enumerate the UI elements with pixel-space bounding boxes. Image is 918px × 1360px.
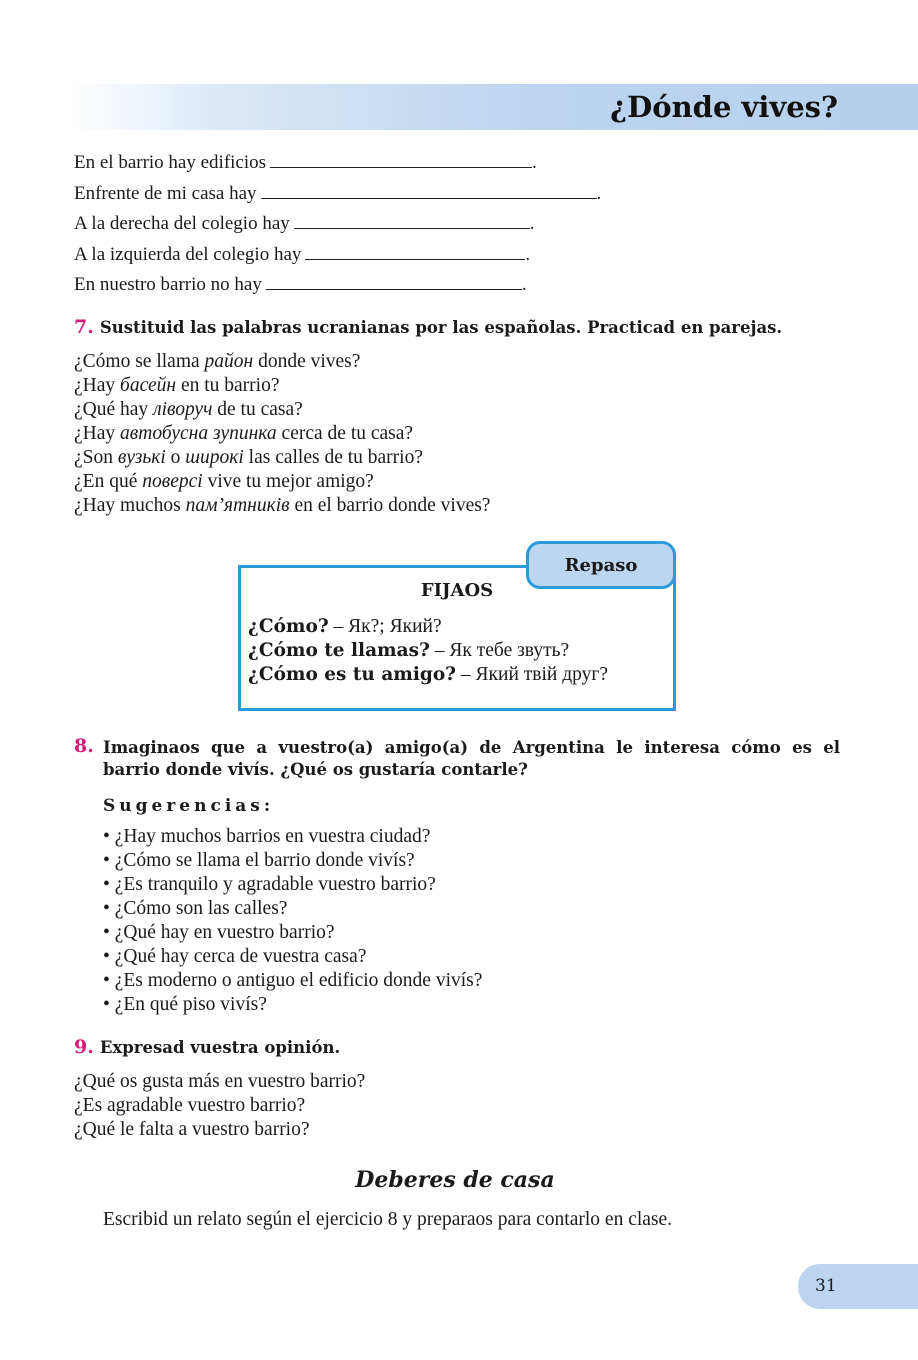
exercise-9-heading xyxy=(74,1036,340,1058)
repaso-line xyxy=(248,615,608,639)
fill-in-line xyxy=(74,151,537,174)
fill-in-blank xyxy=(261,182,597,199)
fill-in-blank xyxy=(294,212,530,229)
list-item: • ¿Hay muchos barrios en vuestra ciudad? xyxy=(103,826,431,847)
list-item: • ¿Cómo se llama el barrio donde vivís? xyxy=(103,850,415,871)
exercise-8-instruction: Imaginaos que a vuestro(a) amigo(a) de Argentina le interesa cómo es el barrio donde vivís. ¿Qué os gustaría contarle? xyxy=(103,738,840,779)
question-text: o xyxy=(165,447,186,468)
fill-in-end: . xyxy=(521,274,527,295)
repaso-title: FIJAOS xyxy=(420,580,494,601)
question-ukrainian-word: басейн xyxy=(120,375,177,396)
question-ukrainian-word: поверсі xyxy=(142,471,203,492)
list-item: • ¿Es tranquilo y agradable vuestro barrio? xyxy=(103,874,436,895)
repaso-tag: Repaso xyxy=(526,541,676,589)
repaso-lines xyxy=(248,615,608,687)
question-text: las calles de tu barrio? xyxy=(243,447,423,468)
exercise-9-questions xyxy=(74,1070,365,1142)
question-text: en tu barrio? xyxy=(176,375,280,396)
list-item: • ¿En qué piso vivís? xyxy=(103,994,267,1015)
question-text: vive tu mejor amigo? xyxy=(202,471,374,492)
question-text: donde vives? xyxy=(253,351,361,372)
fill-in-end: . xyxy=(532,152,537,173)
list-item: • ¿Cómo son las calles? xyxy=(103,898,288,919)
question-line xyxy=(74,470,490,494)
repaso-line xyxy=(248,639,608,663)
fill-in-line xyxy=(74,273,527,296)
exercise-instruction: Sustituid las palabras ucranianas por las españolas. Practicad en parejas. xyxy=(99,318,783,337)
question-text: cerca de tu casa? xyxy=(276,423,414,444)
fill-in-text: En nuestro barrio no hay xyxy=(74,274,262,295)
question-ukrainian-word: широкі xyxy=(185,447,244,468)
question-line xyxy=(74,446,490,470)
homework-text: Escribid un relato según el ejercicio 8 y preparaos para contarlo en clase. xyxy=(103,1209,673,1230)
fill-in-line xyxy=(74,182,601,205)
question-ukrainian-word: район xyxy=(204,351,254,372)
fill-in-text: En el barrio hay edificios xyxy=(74,152,267,173)
question-text: ¿Cómo se llama xyxy=(74,351,205,372)
fill-in-end: . xyxy=(596,183,602,204)
page-title: ¿Dónde vives? xyxy=(610,90,838,124)
fill-in-text: A la derecha del colegio hay xyxy=(74,213,290,234)
suggestions-list xyxy=(103,825,482,1017)
homework-title: Deberes de casa xyxy=(355,1167,555,1193)
list-item: • ¿Es moderno o antiguo el edificio donde vivís? xyxy=(103,970,483,991)
question-line: ¿Es agradable vuestro barrio? xyxy=(74,1095,306,1116)
question-line xyxy=(74,494,490,518)
exercise-7-questions xyxy=(74,350,490,518)
repaso-translation: – Як тебе звуть? xyxy=(429,640,570,661)
question-line xyxy=(74,350,490,374)
page-number: 31 xyxy=(815,1276,837,1296)
fill-in-end: . xyxy=(525,244,531,265)
repaso-phrase: ¿Cómo te llamas? xyxy=(248,640,430,661)
question-text: ¿Son xyxy=(74,447,118,468)
question-line: ¿Qué os gusta más en vuestro barrio? xyxy=(74,1071,366,1092)
repaso-translation: – Який твій друг? xyxy=(456,664,609,685)
question-ukrainian-word: ліворуч xyxy=(153,399,213,420)
exercise-instruction: Expresad vuestra opinión. xyxy=(99,1038,341,1057)
fill-in-text: Enfrente de mi casa hay xyxy=(74,183,257,204)
fill-in-blank xyxy=(305,243,525,260)
fill-in-line xyxy=(74,243,530,266)
question-ukrainian-word: вузькі xyxy=(117,447,166,468)
suggestions-title: Sugerencias: xyxy=(103,796,275,816)
question-line: ¿Qué le falta a vuestro barrio? xyxy=(74,1119,310,1140)
question-text: ¿Hay xyxy=(74,423,121,444)
list-item: • ¿Qué hay cerca de vuestra casa? xyxy=(103,946,367,967)
list-item: • ¿Qué hay en vuestro barrio? xyxy=(103,922,335,943)
question-text: de tu casa? xyxy=(212,399,303,420)
repaso-phrase: ¿Cómo es tu amigo? xyxy=(248,664,457,685)
question-text: ¿Qué hay xyxy=(74,399,154,420)
question-line xyxy=(74,374,490,398)
question-line xyxy=(74,422,490,446)
question-text: ¿En qué xyxy=(74,471,143,492)
fill-in-text: A la izquierda del colegio hay xyxy=(74,244,302,265)
question-ukrainian-word: автобусна зупинка xyxy=(120,423,277,444)
question-text: ¿Hay muchos xyxy=(74,495,186,516)
exercise-number: 8. xyxy=(74,735,94,757)
fill-in-blank xyxy=(270,151,532,168)
exercise-7-heading xyxy=(74,316,782,338)
exercise-number: 9. xyxy=(74,1036,94,1058)
repaso-line xyxy=(248,663,608,687)
repaso-phrase: ¿Cómo? xyxy=(248,616,329,637)
question-line xyxy=(74,398,490,422)
fill-in-blank xyxy=(266,273,522,290)
question-text: ¿Hay xyxy=(74,375,121,396)
question-text: en el barrio donde vives? xyxy=(289,495,491,516)
exercise-number: 7. xyxy=(74,316,94,338)
question-ukrainian-word: пам’ятників xyxy=(185,495,290,516)
fill-in-end: . xyxy=(529,213,535,234)
fill-in-line xyxy=(74,212,535,235)
repaso-translation: – Як?; Який? xyxy=(328,616,442,637)
